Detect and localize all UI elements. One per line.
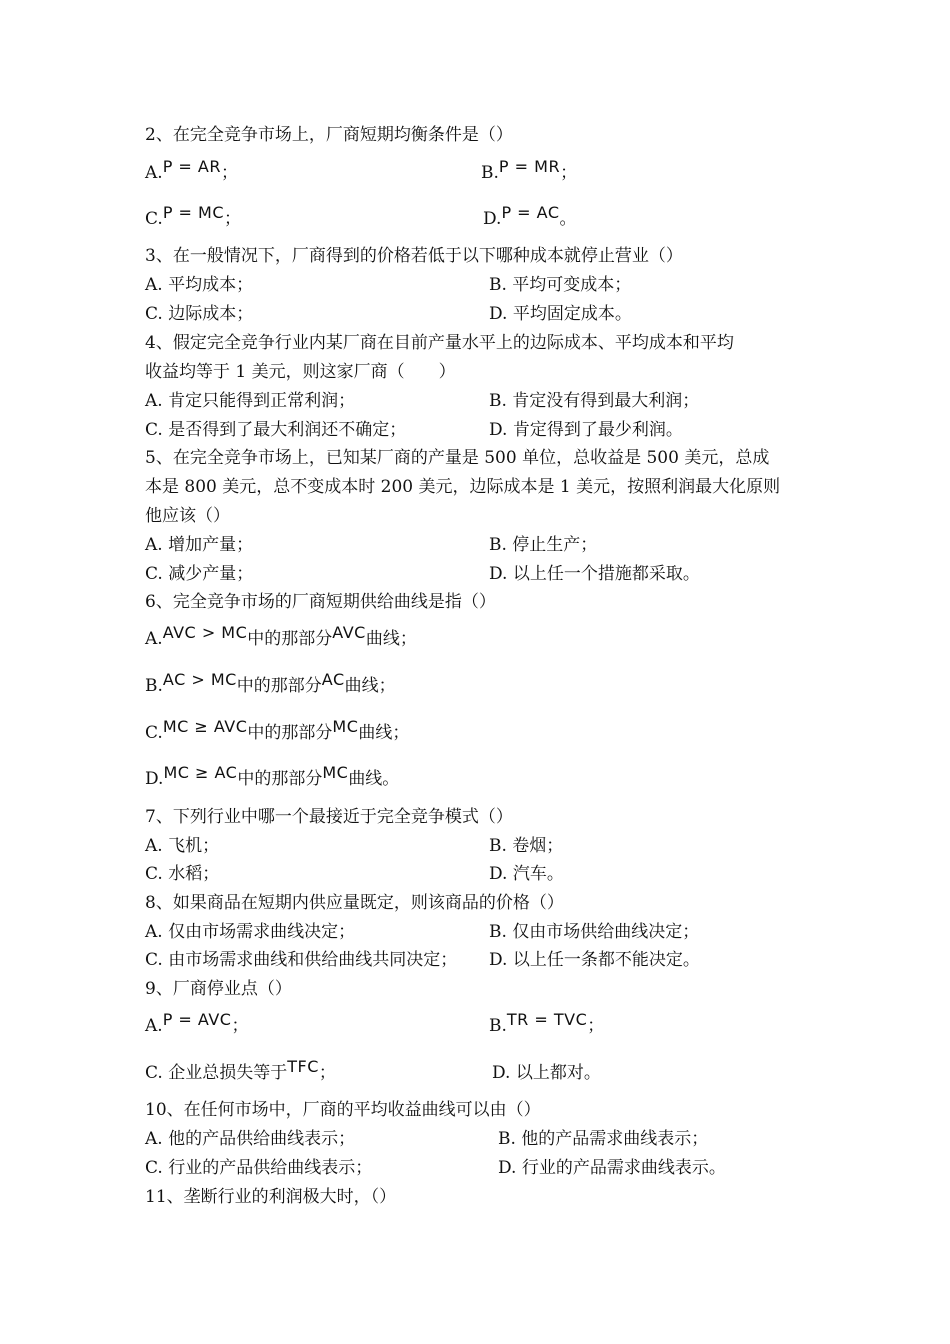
formula: TFC (287, 1057, 319, 1076)
formula: P = AC (501, 203, 560, 222)
formula: AC > MC (162, 670, 237, 689)
formula: P = MR (498, 157, 561, 176)
question-2-option-d: D.P = AC。 (483, 203, 577, 229)
question-3-option-a: A. 平均成本； (145, 275, 254, 295)
question-7-stem: 7、下列行业中哪一个最接近于完全竞争模式（） (145, 807, 513, 827)
question-8-option-b: B. 仅由市场供给曲线决定； (489, 922, 700, 942)
question-6-option-c: C.MC ≥ AVC中的那部分MC曲线； (145, 717, 410, 743)
question-9-option-c: C. 企业总损失等于TFC； (145, 1057, 336, 1083)
question-2-stem: 2、在完全竞争市场上，厂商短期均衡条件是（） (145, 125, 513, 145)
question-10-stem: 10、在任何市场中，厂商的平均收益曲线可以由（） (145, 1100, 541, 1120)
question-4-option-a: A. 肯定只能得到正常利润； (145, 391, 356, 411)
question-5-stem-line-1: 5、在完全竞争市场上，已知某厂商的产量是 500 单位，总收益是 500 美元，总成 (145, 448, 770, 468)
question-7-option-d: D. 汽车。 (489, 864, 564, 884)
question-2-option-c: C.P = MC； (145, 203, 242, 229)
question-6-stem: 6、完全竞争市场的厂商短期供给曲线是指（） (145, 592, 496, 612)
question-10-option-c: C. 行业的产品供给曲线表示； (145, 1158, 373, 1178)
question-2-option-b: B.P = MR； (481, 157, 578, 183)
question-5-option-b: B. 停止生产； (489, 535, 598, 555)
question-5-stem-line-2: 本是 800 美元，总不变成本时 200 美元，边际成本是 1 美元，按照利润最大化原则 (145, 477, 781, 497)
question-3-stem: 3、在一般情况下，厂商得到的价格若低于以下哪种成本就停止营业（） (145, 246, 683, 266)
question-6-option-d: D.MC ≥ AC中的那部分MC曲线。 (145, 763, 400, 789)
question-11-stem: 11、垄断行业的利润极大时，（） (145, 1187, 397, 1207)
formula: AC (321, 670, 345, 689)
question-4-option-c: C. 是否得到了最大利润还不确定； (145, 420, 407, 440)
question-9-stem: 9、厂商停业点（） (145, 979, 292, 999)
formula: MC ≥ AC (163, 763, 238, 782)
question-4-option-b: B. 肯定没有得到最大利润； (489, 391, 700, 411)
question-2-option-a: A.P = AR； (145, 157, 238, 183)
question-8-option-d: D. 以上任一条都不能决定。 (489, 950, 700, 970)
question-6-option-b: B.AC > MC中的那部分AC曲线； (145, 670, 396, 696)
question-7-option-b: B. 卷烟； (489, 836, 564, 856)
question-5-stem-line-3: 他应该（） (145, 506, 230, 526)
question-3-option-b: B. 平均可变成本； (489, 275, 632, 295)
formula: AVC (332, 623, 366, 642)
question-9-option-b: B.TR = TVC； (489, 1010, 605, 1036)
question-7-option-c: C. 水稻； (145, 864, 220, 884)
question-3-option-c: C. 边际成本； (145, 304, 254, 324)
question-10-option-d: D. 行业的产品需求曲线表示。 (498, 1158, 726, 1178)
question-5-option-a: A. 增加产量； (145, 535, 254, 555)
question-8-option-a: A. 仅由市场需求曲线决定； (145, 922, 356, 942)
formula: P = AVC (162, 1010, 232, 1029)
formula: AVC > MC (162, 623, 248, 642)
question-4-option-d: D. 肯定得到了最少利润。 (489, 420, 683, 440)
question-8-stem: 8、如果商品在短期内供应量既定，则该商品的价格（） (145, 893, 564, 913)
formula: P = MC (162, 203, 225, 222)
question-6-option-a: A.AVC > MC中的那部分AVC曲线； (145, 623, 417, 649)
question-9-option-a: A.P = AVC； (145, 1010, 249, 1036)
question-4-stem-line-2: 收益均等于 1 美元，则这家厂商（ ） (145, 362, 456, 382)
question-5-option-d: D. 以上任一个措施都采取。 (489, 564, 700, 584)
question-7-option-a: A. 飞机； (145, 836, 220, 856)
question-9-option-d: D. 以上都对。 (492, 1063, 601, 1083)
question-4-stem-line-1: 4、假定完全竞争行业内某厂商在目前产量水平上的边际成本、平均成本和平均 (145, 333, 734, 353)
question-5-option-c: C. 减少产量； (145, 564, 254, 584)
formula: MC (332, 717, 359, 736)
question-10-option-b: B. 他的产品需求曲线表示； (498, 1129, 709, 1149)
question-8-option-c: C. 由市场需求曲线和供给曲线共同决定； (145, 950, 458, 970)
formula: MC (322, 763, 349, 782)
formula: TR = TVC (506, 1010, 588, 1029)
question-10-option-a: A. 他的产品供给曲线表示； (145, 1129, 356, 1149)
formula: MC ≥ AVC (162, 717, 248, 736)
question-3-option-d: D. 平均固定成本。 (489, 304, 632, 324)
formula: P = AR (162, 157, 221, 176)
